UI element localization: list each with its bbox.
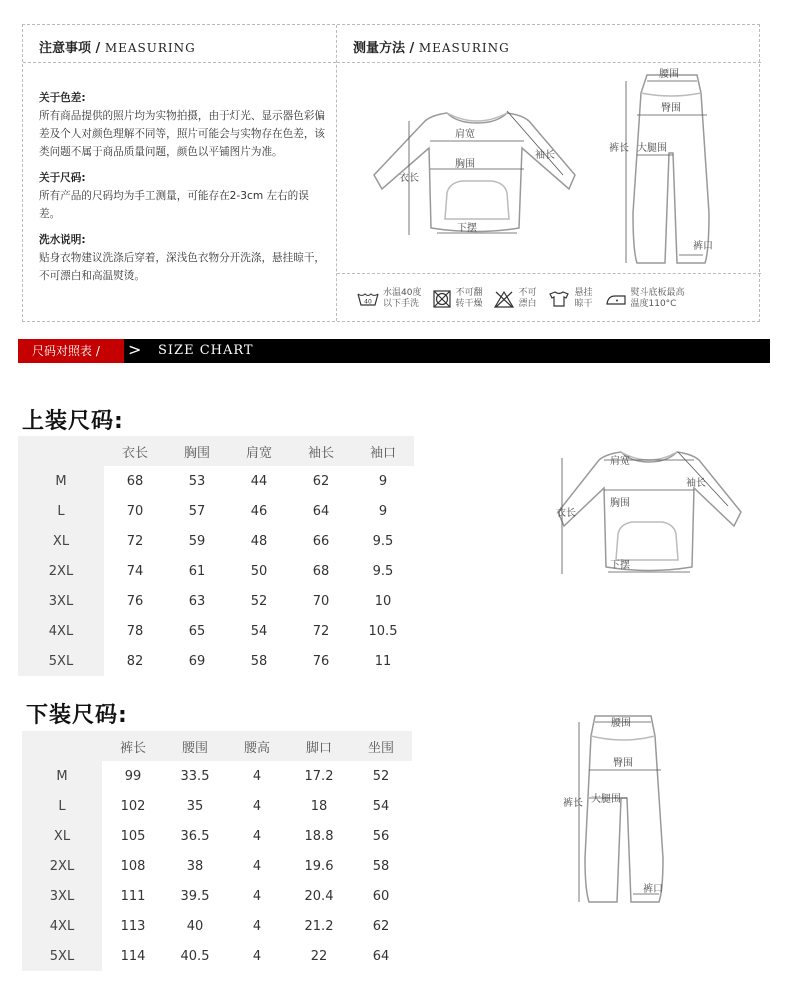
wash-note-title: 洗水说明: <box>39 234 86 246</box>
no-bleach-icon <box>494 290 514 308</box>
measure-cell: 66 <box>312 533 330 549</box>
tops-label-sleeve: 袖长 <box>686 478 706 489</box>
sweatshirt-measure-lines <box>409 111 563 235</box>
iron-icon <box>605 292 627 306</box>
measure-cell: 105 <box>120 828 146 844</box>
measure-cell: 63 <box>188 593 206 609</box>
label-inseam: 裤长 <box>609 143 629 154</box>
measure-cell: 36.5 <box>180 828 210 844</box>
bottoms-label-cuff: 裤口 <box>643 884 663 895</box>
measure-cell: 4 <box>252 858 262 874</box>
label-length: 衣长 <box>399 173 419 184</box>
table-row <box>22 941 412 971</box>
measure-cell: 57 <box>188 503 206 519</box>
measure-cell: 40.5 <box>180 948 210 964</box>
measure-cell: 76 <box>312 653 330 669</box>
color-note-title: 关于色差: <box>39 92 86 104</box>
measure-cell: 62 <box>312 473 330 489</box>
measure-cell: 82 <box>126 653 144 669</box>
bottoms-measure-diagram <box>555 708 685 908</box>
size-label: M <box>22 761 102 791</box>
table-row <box>18 466 414 496</box>
measure-cell: 33.5 <box>180 768 210 784</box>
chevron-right-icon: > <box>128 340 142 359</box>
measure-cell: 9 <box>378 473 388 489</box>
measure-cell: 60 <box>372 888 390 904</box>
measure-cell: 4 <box>252 918 262 934</box>
measure-cell: 40 <box>186 918 204 934</box>
measure-cell: 69 <box>188 653 206 669</box>
care-bleach: 不可 漂白 <box>494 288 536 310</box>
measure-cell: 4 <box>252 828 262 844</box>
bottoms-size-table <box>22 731 412 971</box>
wash-note-body: 贴身衣物建议洗涤后穿着，深浅色衣物分开洗涤，悬挂晾干，不可漂白和高温熨烫。 <box>39 252 326 282</box>
measure-cell: 50 <box>250 563 268 579</box>
measure-cell: 114 <box>120 948 146 964</box>
tops-label-hem: 下摆 <box>610 560 630 571</box>
table-row <box>22 911 412 941</box>
size-chart-label: 尺码对照表 / <box>18 339 124 363</box>
tops-label-chest: 胸围 <box>610 498 630 509</box>
column-header: 腰高 <box>226 731 288 761</box>
corner-cell <box>18 436 104 466</box>
corner-cell <box>22 731 102 761</box>
measure-cell: 108 <box>120 858 146 874</box>
measure-cell: 102 <box>120 798 146 814</box>
table-row <box>18 526 414 556</box>
measure-cell: 59 <box>188 533 206 549</box>
size-label: 3XL <box>18 586 104 616</box>
table-row <box>22 821 412 851</box>
column-header: 腰围 <box>164 731 226 761</box>
size-label: XL <box>22 821 102 851</box>
column-header: 脚口 <box>288 731 350 761</box>
measure-cell: 72 <box>312 623 330 639</box>
measure-cell: 68 <box>126 473 144 489</box>
measure-cell: 70 <box>312 593 330 609</box>
measure-cell: 22 <box>310 948 328 964</box>
measure-cell: 56 <box>372 828 390 844</box>
care-hang: 悬挂 晾干 <box>548 288 592 310</box>
measure-cell: 61 <box>188 563 206 579</box>
measure-cell: 17.2 <box>304 768 334 784</box>
notice-notes <box>23 63 336 285</box>
tops-title: 上装尺码: <box>22 409 124 434</box>
label-hip: 臀围 <box>661 103 681 114</box>
bottoms-label-inseam: 裤长 <box>563 798 583 809</box>
size-label: 4XL <box>18 616 104 646</box>
care-iron: 熨斗底板最高 温度110°C <box>605 288 685 310</box>
measure-cell: 76 <box>126 593 144 609</box>
measure-cell: 46 <box>250 503 268 519</box>
measure-cell: 35 <box>186 798 204 814</box>
label-waist: 腰围 <box>659 69 679 80</box>
measure-cell: 74 <box>126 563 144 579</box>
measure-cell: 64 <box>312 503 330 519</box>
measure-cell: 9.5 <box>372 563 394 579</box>
measure-cell: 4 <box>252 768 262 784</box>
table-row <box>22 851 412 881</box>
bottoms-label-hip: 臀围 <box>613 758 633 769</box>
size-label: 2XL <box>22 851 102 881</box>
measure-cell: 10 <box>374 593 392 609</box>
notice-heading: 注意事项 / MEASURING <box>23 25 336 63</box>
hang-dry-icon <box>548 290 570 308</box>
method-column <box>337 25 761 321</box>
tops-label-shoulder: 肩宽 <box>610 456 630 467</box>
tops-label-length: 衣长 <box>556 508 576 519</box>
table-header-row <box>18 436 414 466</box>
measure-cell: 38 <box>186 858 204 874</box>
measure-cell: 53 <box>188 473 206 489</box>
measure-cell: 21.2 <box>304 918 334 934</box>
table-row <box>22 881 412 911</box>
color-note-body: 所有商品提供的照片均为实物拍摄，由于灯光、显示器色彩偏差及个人对颜色理解不同等，照片可能会与实物存在色差，该类问题不属于商品质量问题，颜色以平铺图片为准。 <box>39 110 326 158</box>
measure-cell: 9 <box>378 503 388 519</box>
care-wash: 40 水温40度 以下手洗 <box>357 288 421 310</box>
care-symbols <box>337 273 761 323</box>
table-row <box>18 586 414 616</box>
label-thigh: 大腿围 <box>637 143 667 154</box>
measure-cell: 52 <box>372 768 390 784</box>
column-header: 裤长 <box>102 731 164 761</box>
care-tumble: 不可翻 转干燥 <box>433 288 482 310</box>
size-note-title: 关于尺码: <box>39 172 86 184</box>
measure-cell: 78 <box>126 623 144 639</box>
wash-40-icon <box>357 291 379 307</box>
bottoms-label-thigh: 大腿围 <box>591 794 621 805</box>
label-hem: 下摆 <box>457 223 477 234</box>
table-row <box>18 496 414 526</box>
label-sleeve: 袖长 <box>535 150 555 161</box>
measure-cell: 65 <box>188 623 206 639</box>
column-header: 袖口 <box>352 436 414 466</box>
measure-cell: 54 <box>372 798 390 814</box>
measure-cell: 18.8 <box>304 828 334 844</box>
measure-cell: 18 <box>310 798 328 814</box>
measure-cell: 44 <box>250 473 268 489</box>
column-header: 衣长 <box>104 436 166 466</box>
size-chart-title: SIZE CHART <box>158 343 254 358</box>
column-header: 袖长 <box>290 436 352 466</box>
measure-cell: 70 <box>126 503 144 519</box>
notice-column <box>23 25 337 321</box>
measure-cell: 52 <box>250 593 268 609</box>
measure-cell: 20.4 <box>304 888 334 904</box>
size-label: 3XL <box>22 881 102 911</box>
measure-cell: 64 <box>372 948 390 964</box>
size-label: 5XL <box>22 941 102 971</box>
measure-cell: 99 <box>124 768 142 784</box>
size-label: 2XL <box>18 556 104 586</box>
measure-cell: 58 <box>250 653 268 669</box>
column-header: 坐围 <box>350 731 412 761</box>
size-note-body: 所有产品的尺码均为手工测量，可能存在2-3cm 左右的误差。 <box>39 190 309 220</box>
measure-cell: 62 <box>372 918 390 934</box>
measure-cell: 111 <box>120 888 146 904</box>
size-label: 5XL <box>18 646 104 676</box>
measure-cell: 10.5 <box>368 623 398 639</box>
measure-cell: 4 <box>252 798 262 814</box>
method-heading: 测量方法 / MEASURING <box>337 25 761 63</box>
size-label: XL <box>18 526 104 556</box>
tops-measure-diagram <box>550 440 750 580</box>
measure-cell: 9.5 <box>372 533 394 549</box>
column-header: 胸围 <box>166 436 228 466</box>
measure-cell: 39.5 <box>180 888 210 904</box>
measure-cell: 58 <box>372 858 390 874</box>
size-label: L <box>22 791 102 821</box>
tops-size-table <box>18 436 414 676</box>
measure-cell: 11 <box>374 653 392 669</box>
table-row <box>18 646 414 676</box>
measure-cell: 4 <box>252 888 262 904</box>
measure-cell: 72 <box>126 533 144 549</box>
table-header-row <box>22 731 412 761</box>
table-row <box>18 616 414 646</box>
label-shoulder: 肩宽 <box>455 129 475 140</box>
measure-cell: 48 <box>250 533 268 549</box>
no-tumble-dry-icon <box>433 290 451 308</box>
size-label: L <box>18 496 104 526</box>
measure-cell: 4 <box>252 948 262 964</box>
measure-cell: 54 <box>250 623 268 639</box>
table-row <box>22 791 412 821</box>
table-row <box>18 556 414 586</box>
size-label: M <box>18 466 104 496</box>
bottoms-title: 下装尺码: <box>26 703 128 728</box>
info-panel <box>22 24 760 322</box>
svg-text:40: 40 <box>364 298 372 305</box>
label-chest: 胸围 <box>455 159 475 170</box>
label-cuff: 裤口 <box>693 241 713 252</box>
size-chart-bar <box>18 339 770 363</box>
size-label: 4XL <box>22 911 102 941</box>
measure-diagram <box>337 63 761 273</box>
measure-cell: 68 <box>312 563 330 579</box>
measure-cell: 113 <box>120 918 146 934</box>
bottoms-label-waist: 腰围 <box>611 718 631 729</box>
table-row <box>22 761 412 791</box>
measure-cell: 19.6 <box>304 858 334 874</box>
column-header: 肩宽 <box>228 436 290 466</box>
